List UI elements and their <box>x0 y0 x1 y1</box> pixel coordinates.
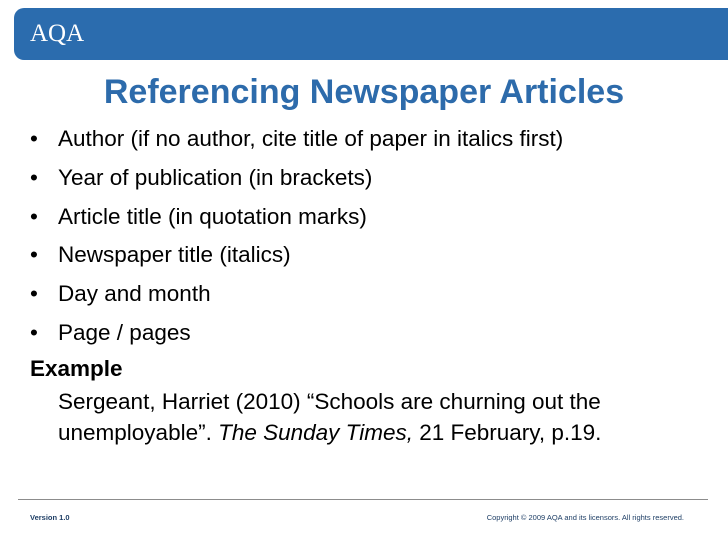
bullet-list <box>30 120 720 353</box>
example-citation <box>58 386 718 448</box>
example-heading: Example <box>30 356 123 381</box>
logo-text: AQA <box>30 20 85 47</box>
citation-text-after: 21 February, p.19. <box>412 420 602 445</box>
bullet-text: Day and month <box>58 281 211 307</box>
footer-copyright: Copyright © 2009 AQA and its licensors. All rights reserved. <box>486 513 684 522</box>
bullet-dot-icon: • <box>30 126 38 151</box>
bullet-text: Newspaper title (italics) <box>58 242 291 268</box>
bullet-item <box>30 159 720 198</box>
slide-title: Referencing Newspaper Articles <box>103 73 625 111</box>
bullet-item <box>30 236 720 275</box>
bullet-text: Year of publication (in brackets) <box>58 164 373 190</box>
bullet-item <box>30 198 720 237</box>
citation-text-before: Sergeant, Harriet (2010) “Schools are churning out the unemployable”. <box>58 389 601 445</box>
bullet-dot-icon: • <box>30 164 38 190</box>
footer-version: Version 1.0 <box>30 513 70 522</box>
header-bar <box>14 8 728 60</box>
bullet-dot-icon: • <box>30 319 38 345</box>
footer-divider <box>18 499 708 500</box>
aqa-logo <box>30 15 100 53</box>
bullet-item <box>30 275 720 314</box>
bullet-dot-icon: • <box>30 203 38 229</box>
citation-newspaper-title: The Sunday Times, <box>218 420 413 445</box>
bullet-text: Article title (in quotation marks) <box>58 203 367 229</box>
bullet-dot-icon: • <box>30 281 38 307</box>
bullet-item <box>30 120 720 159</box>
bullet-text: Author (if no author, cite title of paper in italics first) <box>58 126 564 151</box>
bullet-text: Page / pages <box>58 319 191 345</box>
bullet-dot-icon: • <box>30 242 38 268</box>
bullet-item <box>30 314 720 353</box>
